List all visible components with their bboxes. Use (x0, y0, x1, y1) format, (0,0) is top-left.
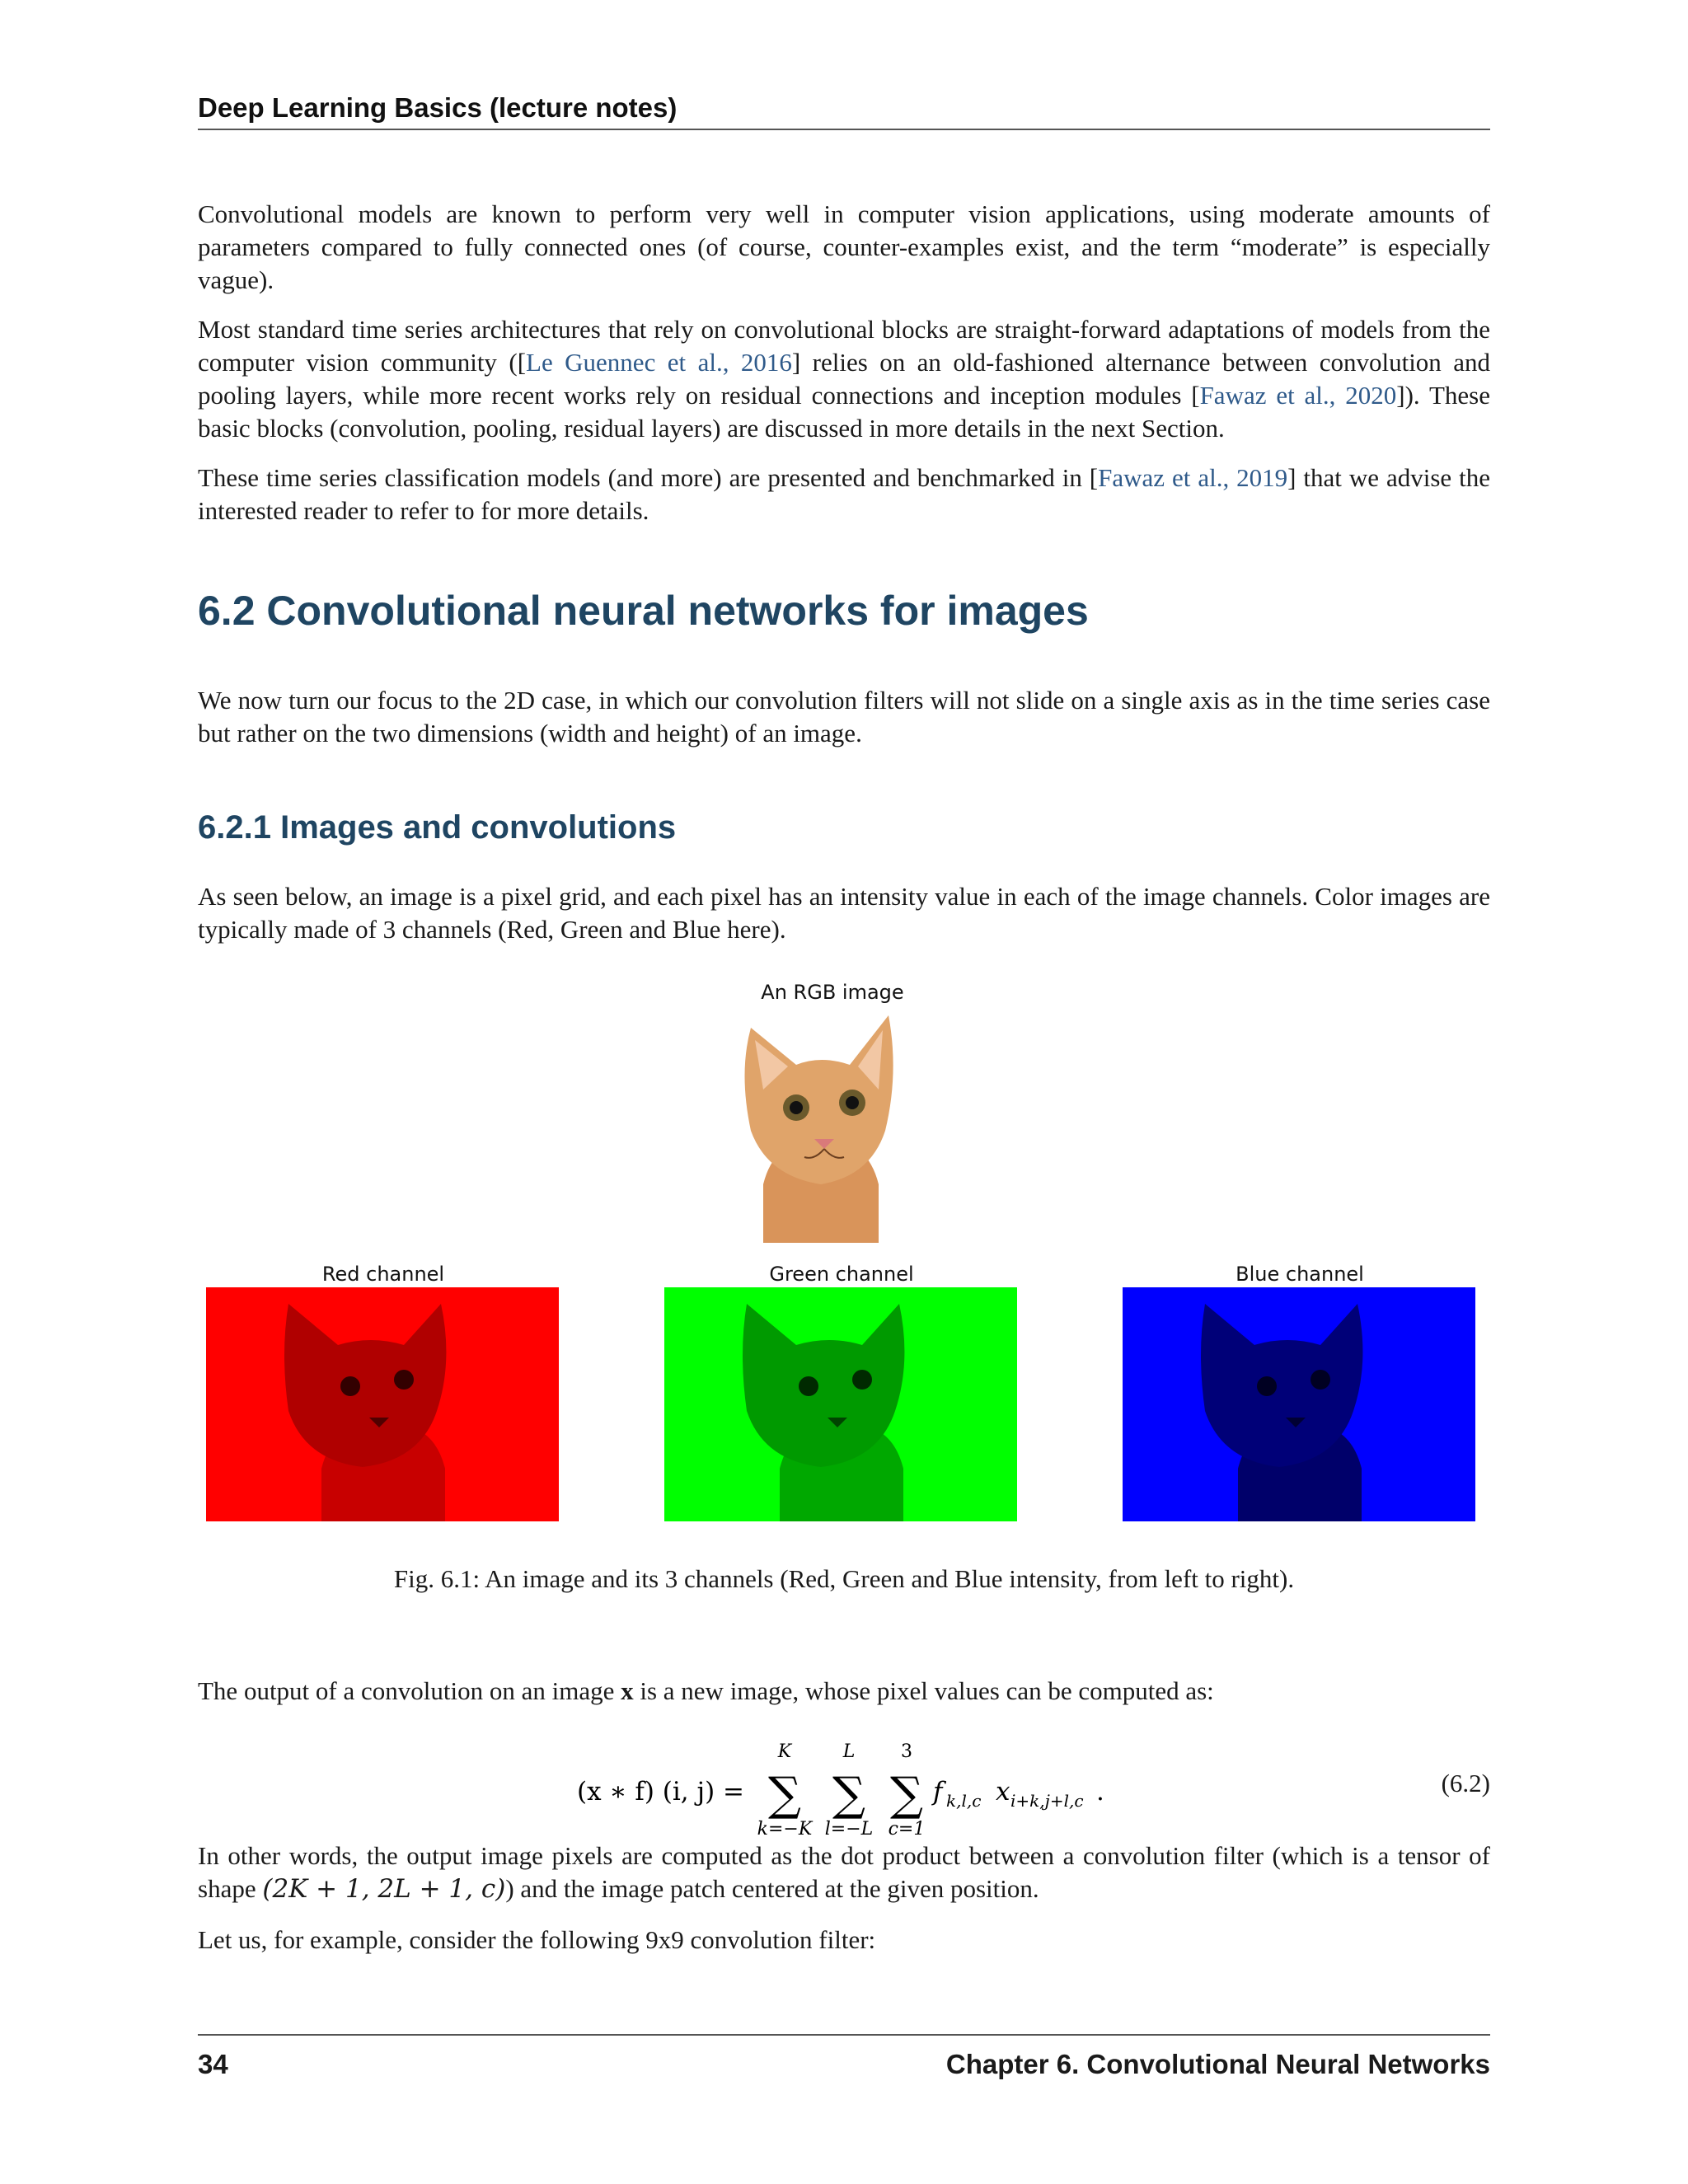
citation-link[interactable]: Fawaz et al., 2019 (1098, 463, 1288, 492)
text-run: In other words, the output image pixels are computed as the dot product between a convolution filter (which is a tensor of shape (198, 1841, 1490, 1903)
paragraph-intro: Convolutional models are known to perform very well in computer vision applications, using moderate amounts of parameters compared to fully connected ones (of course, counter-examples exist, and the term “moderate” is especially vague). (198, 199, 1490, 294)
text-run: ] that we advise the interested reader to refer to for more details. (198, 463, 1490, 525)
equation-number: (6.2) (1441, 1769, 1490, 1797)
sum3-lower: c=1 (888, 1819, 926, 1840)
equation-x-subscript: i+k,j+l,c (1010, 1791, 1084, 1811)
red-channel-title: Red channel (321, 1263, 445, 1286)
paragraph-2d-case: We now turn our focus to the 2D case, in which our convolution filters will not slide on a single axis as in the time series case but rather on the two dimensions (width and height) of an image. (198, 686, 1490, 748)
green-channel-image (664, 1287, 1017, 1521)
rgb-image-title: An RGB image (761, 981, 904, 1004)
inline-math-shape: (2K + 1, 2L + 1, c) (262, 1874, 506, 1904)
sum1-upper: K (777, 1741, 792, 1762)
chapter-title: Chapter 6. Convolutional Neural Networks (945, 2049, 1490, 2079)
header-title: Deep Learning Basics (lecture notes) (198, 92, 678, 123)
sum3-upper: 3 (901, 1741, 912, 1762)
equation-f-subscript: k,l,c (946, 1791, 982, 1811)
equation-formula (577, 1739, 1154, 1846)
text-run: These time series classification models (and more) are presented and benchmarked in [ (198, 463, 1099, 492)
paragraph-time-series (198, 313, 1490, 445)
cat-illustration-blue (1123, 1287, 1475, 1521)
equation-f: f (933, 1777, 943, 1807)
cat-illustration-rgb (673, 1007, 969, 1243)
running-footer (198, 2034, 1490, 2079)
paragraph-filter-example: Let us, for example, consider the following 9x9 convolution filter: (198, 1925, 876, 1954)
section-heading: 6.2 Convolutional neural networks for images (198, 588, 1089, 634)
blue-channel-title: Blue channel (1236, 1263, 1364, 1286)
equation-x: x (996, 1777, 1010, 1807)
text-run: ) and the image patch centered at the given position. (505, 1874, 1039, 1903)
text-run: The output of a convolution on an image (198, 1676, 621, 1705)
bold-symbol: x (621, 1676, 634, 1705)
cat-illustration-red (206, 1287, 559, 1521)
rgb-cat-image (673, 1007, 969, 1243)
green-channel-title: Green channel (769, 1263, 914, 1286)
running-header (198, 92, 1490, 130)
text-run: ]). These basic blocks (convolution, pooling, residual layers) are discussed in more details in the next Section. (198, 381, 1490, 443)
subsection-heading: 6.2.1 Images and convolutions (198, 809, 677, 846)
equation-lhs: (x ∗ f) (i, j) = (577, 1777, 745, 1807)
text-run: ] relies on an old-fashioned alternance between convolution and pooling layers, while more recent works rely on residual connections and inception modules [ (198, 348, 1490, 410)
citation-link[interactable]: Fawaz et al., 2020 (1199, 381, 1397, 410)
red-channel-image (206, 1287, 559, 1521)
sum1-lower: k=−K (757, 1819, 813, 1840)
text-run: is a new image, whose pixel values can be computed as: (633, 1676, 1214, 1705)
sum3-sigma: ∑ (890, 1768, 923, 1821)
paragraph-image-grid: As seen below, an image is a pixel grid, and each pixel has an intensity value in each of the image channels. Color images are typically made of 3 channels (Red, Green and Blue here). (198, 882, 1490, 944)
equation-6-2 (577, 1739, 1490, 1846)
text-run: Most standard time series architectures that rely on convolutional blocks are straight-forward adaptations of models from the computer vision community ([ (198, 315, 1490, 377)
paragraph-dot-product (198, 1840, 1490, 1905)
page-number: 34 (198, 2049, 228, 2079)
svg-text:.: . (1096, 1777, 1104, 1807)
cat-illustration-green (664, 1287, 1017, 1521)
blue-channel-image (1123, 1287, 1475, 1521)
citation-link[interactable]: Le Guennec et al., 2016 (526, 348, 792, 377)
sum2-sigma: ∑ (832, 1768, 865, 1821)
sum2-lower: l=−L (824, 1819, 874, 1840)
paragraph-convolution-output (198, 1675, 1490, 1708)
sum2-upper: L (842, 1741, 856, 1762)
sum1-sigma: ∑ (768, 1768, 801, 1821)
figure-caption: Fig. 6.1: An image and its 3 channels (Red, Green and Blue intensity, from left to right). (393, 1564, 1295, 1593)
paragraph-benchmark (198, 462, 1490, 527)
